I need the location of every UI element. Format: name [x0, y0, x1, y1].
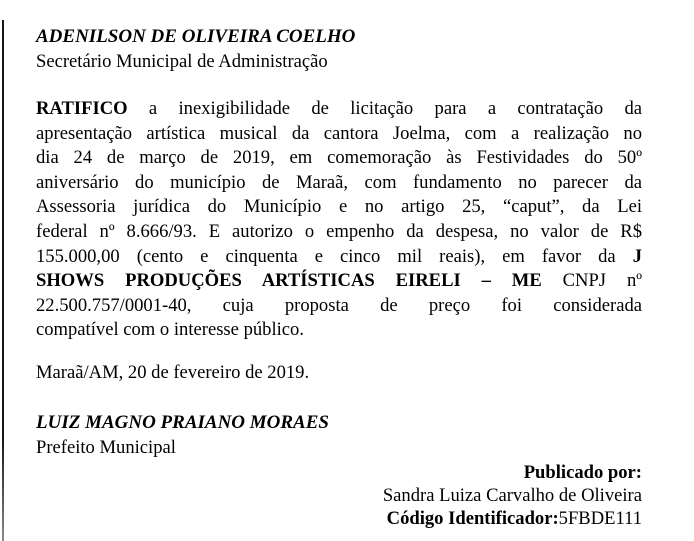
- text-segment: aniversário do município de Maraã, com fundamento no parecer da: [36, 171, 642, 193]
- paragraph-line: [36, 294, 642, 319]
- publication-block: [36, 461, 642, 530]
- bold-segment: RATIFICO: [36, 98, 128, 119]
- paragraph-line: [36, 220, 642, 245]
- signature-name: LUIZ MAGNO PRAIANO MORAES: [36, 411, 329, 433]
- text-segment: compatível com o interesse público.: [36, 319, 304, 341]
- identifier-line: [36, 507, 642, 530]
- text-segment: a inexigibilidade de licitação para a contratação da: [127, 98, 642, 119]
- bold-segment: J: [632, 245, 642, 267]
- published-by-name: Sandra Luiza Carvalho de Oliveira: [382, 484, 642, 506]
- text-segment: apresentação artística musical da cantora Joelma, com a realização no: [36, 122, 642, 144]
- document-content: [36, 24, 642, 530]
- left-border-rule: [2, 20, 4, 541]
- published-by-label: Publicado por:: [523, 461, 642, 483]
- text-segment: federal nº 8.666/93. E autorizo o empenho da despesa, no valor de R$: [36, 220, 642, 242]
- paragraph-line: [36, 245, 642, 270]
- text-segment: 155.000,00 (cento e cinquenta e cinco mil reais), em favor da: [36, 245, 633, 267]
- date-place-line: Maraã/AM, 20 de fevereiro de 2019.: [36, 361, 310, 383]
- bold-segment: SHOWS PRODUÇÕES ARTÍSTICAS EIRELI – ME: [36, 270, 542, 292]
- paragraph-line: [36, 171, 642, 196]
- header-signatory-role: Secretário Municipal de Administração: [36, 51, 328, 72]
- text-segment: CNPJ nº: [541, 270, 643, 292]
- signature-role: Prefeito Municipal: [36, 436, 176, 458]
- ratification-paragraph: [36, 97, 642, 343]
- paragraph-line: [36, 146, 642, 171]
- paragraph-line: [36, 195, 642, 220]
- header-signatory-block: [36, 24, 642, 74]
- paragraph-line: [36, 318, 642, 343]
- text-segment: Assessoria jurídica do Município e no artigo 25, “caput”, da Lei: [36, 196, 642, 218]
- text-segment: 22.500.757/0001-40, cuja proposta de preço foi considerada: [36, 294, 642, 316]
- paragraph-line: [36, 269, 642, 294]
- paragraph-line: [36, 122, 642, 147]
- text-segment: dia 24 de março de 2019, em comemoração às Festividades do 50º: [36, 147, 642, 169]
- header-signatory-name: ADENILSON DE OLIVEIRA COELHO: [36, 26, 356, 47]
- paragraph-line: [36, 97, 642, 122]
- identifier-label: Código Identificador:: [386, 507, 559, 529]
- signature-block: [36, 410, 642, 460]
- identifier-value: 5FBDE111: [558, 507, 642, 529]
